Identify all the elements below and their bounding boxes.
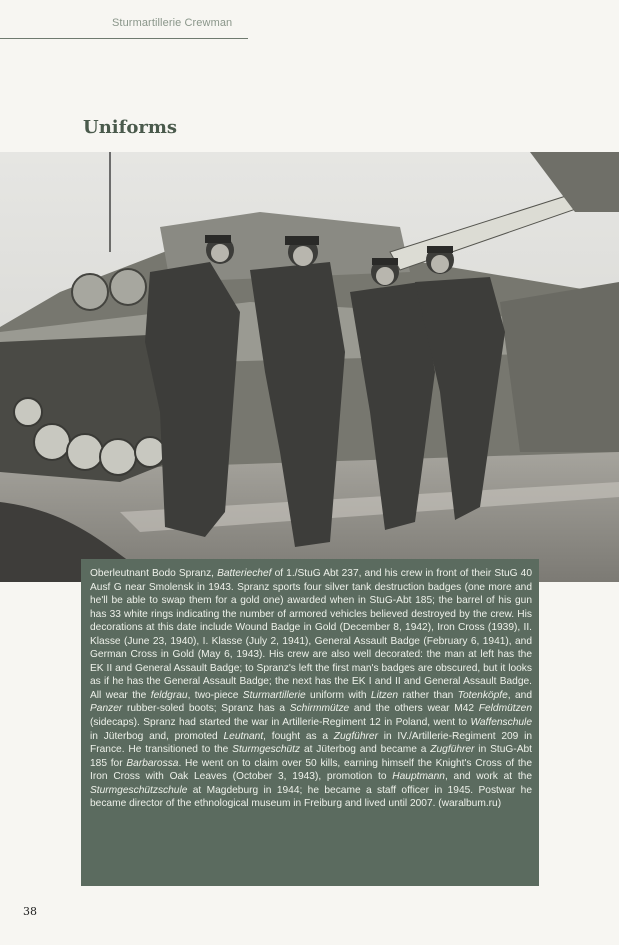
caption-run: , and	[507, 689, 532, 701]
caption-italic-term: Sturmgeschütz	[232, 744, 301, 756]
caption-italic-term: Zugführer	[430, 744, 475, 756]
caption-run: at Magdeburg in 1944; he became a staff officer in 1945. Postwar he became director of the ethnological museum in Freiburg and lived until 2007. (waralbum.ru)	[90, 784, 532, 810]
caption-run: (sidecaps). Spranz had started the war in Artillerie-Regiment 12 in Poland, went to	[90, 717, 471, 729]
caption-run: Oberleutnant Bodo Spranz,	[90, 568, 218, 579]
photo-illustration	[0, 152, 619, 582]
caption-run: , and work at the	[444, 771, 532, 783]
caption-italic-term: Panzer	[90, 703, 123, 715]
section-title: Uniforms	[83, 117, 178, 138]
caption-italic-term: Barbarossa	[126, 757, 179, 769]
running-header	[0, 0, 248, 39]
caption-run: uniform with	[305, 689, 371, 701]
caption-run: rubber-soled boots; Spranz has a	[122, 703, 290, 715]
caption-run: at Jüterbog and became a	[300, 744, 431, 756]
page-number: 38	[23, 905, 37, 918]
caption-run: of 1./StuG Abt 237, and his crew in front of their StuG 40 Ausf G near Smolensk in 1943. Spranz sports four silver tank destruction badges (one more and he'll be able to swap them for a gold one) awarded when in StuG-Abt 185; the barrel of his gun has 33 white rings indicating the number of armored vehicles believed destroyed by the crew. His decorations at this date include Wound Badge in Gold (December 8, 1942), Iron Cross (1939), II. Klasse (June 23, 1940), I. Klasse (July 2, 1941), General Assault Badge (February 6, 1941), and German Cross in Gold (May 6, 1943). His crew are also well decorated: the man at left has the EK II and General Assault Badge; to Spranz's left the first man's badges are obscured, but it looks as if he has the General Assault Badge; the next has the EK I and II and General Assault Badge. All wear the	[90, 568, 532, 701]
caption-run: , two-piece	[187, 689, 243, 701]
caption-italic-term: Litzen	[370, 689, 399, 701]
caption-run: in Jüterbog and, promoted	[90, 730, 224, 742]
caption-italic-term: Waffenschule	[470, 717, 532, 729]
caption-italic-term: Hauptmann	[392, 771, 445, 783]
caption-italic-term: Batteriechef	[217, 568, 272, 579]
caption-run: , fought as a	[263, 730, 334, 742]
caption-italic-term: Schirmmütze	[289, 703, 350, 715]
caption-run: in IV./Artillerie-Regiment 209 in France. He transitioned to the	[90, 730, 533, 756]
caption-text	[90, 567, 532, 811]
caption-run: in StuG-Abt 185 for	[90, 744, 532, 769]
caption-italic-term: Sturmgeschützschule	[90, 784, 188, 796]
photo-caption	[81, 559, 539, 886]
caption-run: and the others wear M42	[349, 703, 479, 715]
historical-photo	[0, 152, 619, 582]
caption-italic-term: feldgrau	[150, 689, 188, 701]
running-header-title: Sturmartillerie Crewman	[112, 17, 233, 29]
caption-run: . He went on to claim over 50 kills, earning himself the Knight's Cross of the Iron Cross with Oak Leaves (October 3, 1943), promotion to	[90, 757, 532, 783]
caption-italic-term: Leutnant	[223, 730, 264, 742]
caption-run: rather than	[398, 689, 458, 701]
caption-italic-term: Zugführer	[333, 730, 378, 742]
caption-italic-term: Feldmützen	[478, 703, 532, 715]
caption-italic-term: Totenköpfe	[457, 689, 508, 701]
caption-italic-term: Sturmartillerie	[242, 689, 306, 701]
